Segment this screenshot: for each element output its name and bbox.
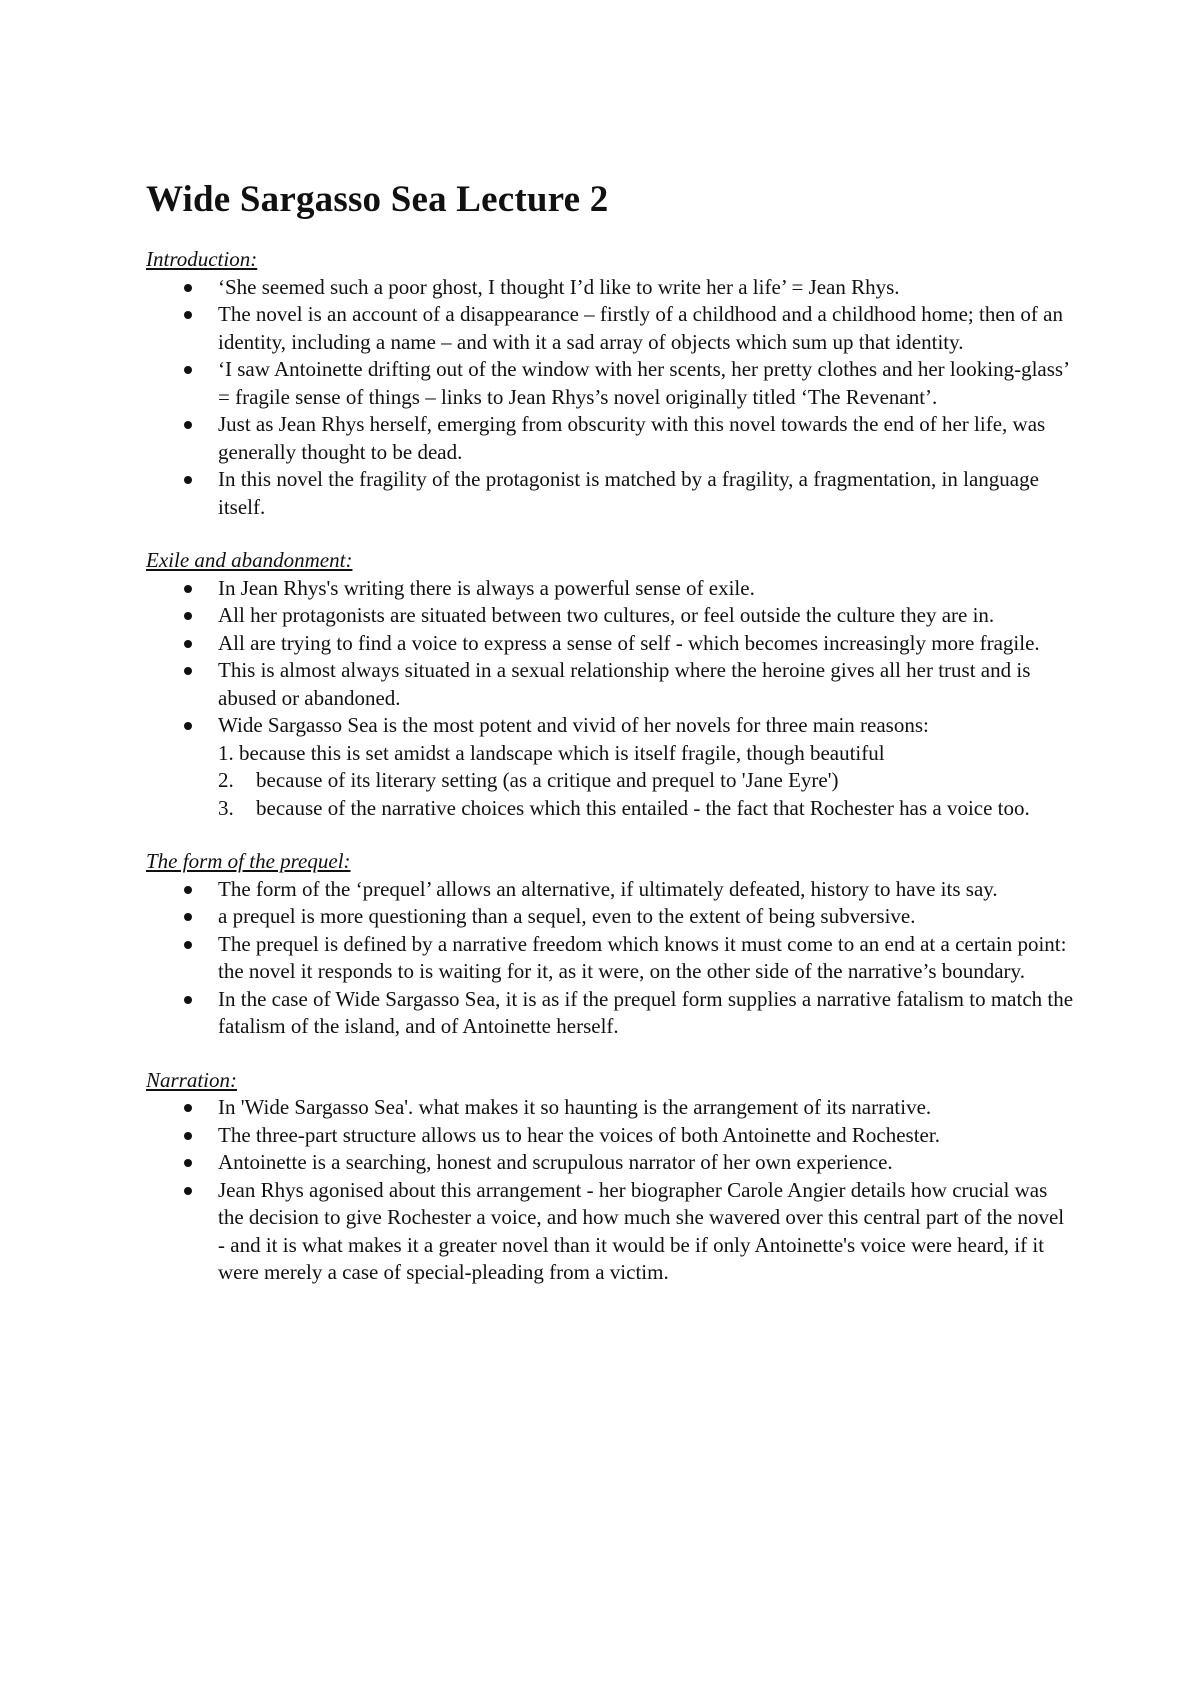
numbered-list bbox=[146, 740, 1076, 823]
list-item-text: This is almost always situated in a sexual relationship where the heroine gives all her trust and is abused or abandoned. bbox=[218, 658, 1031, 710]
section-heading: The form of the prequel: bbox=[146, 849, 351, 873]
list-item bbox=[146, 931, 1076, 986]
bullet-icon bbox=[184, 640, 192, 648]
list-item-text: The prequel is defined by a narrative freedom which knows it must come to an end at a certain point: the novel it responds to is waiting for it, as it were, on the other side of the narrative’s boundary. bbox=[218, 931, 1067, 983]
section-heading: Introduction: bbox=[146, 247, 258, 271]
numbered-item-number: 2. bbox=[218, 768, 234, 792]
list-item bbox=[146, 986, 1076, 1041]
list-item-text: In this novel the fragility of the protagonist is matched by a fragility, a fragmentation, in language itself. bbox=[218, 467, 1039, 519]
numbered-item-number: 1. bbox=[218, 740, 234, 765]
list-item bbox=[146, 411, 1076, 466]
list-item-text: In the case of Wide Sargasso Sea, it is as if the prequel form supplies a narrative fatalism to match the fatalism of the island, and of Antoinette herself. bbox=[218, 986, 1074, 1038]
list-item bbox=[146, 657, 1076, 712]
list-item bbox=[146, 876, 1076, 904]
bullet-icon bbox=[184, 941, 192, 949]
list-item bbox=[146, 602, 1076, 630]
document-page bbox=[146, 178, 1076, 1287]
bullet-icon bbox=[184, 1159, 192, 1167]
numbered-item-text: because this is set amidst a landscape which is itself fragile, though beautiful bbox=[239, 740, 885, 765]
list-item bbox=[146, 903, 1076, 931]
bullet-icon bbox=[184, 1132, 192, 1140]
bullet-icon bbox=[184, 284, 192, 292]
list-item-text: Wide Sargasso Sea is the most potent and vivid of her novels for three main reasons: bbox=[218, 713, 929, 737]
bullet-icon bbox=[184, 996, 192, 1004]
list-item bbox=[146, 466, 1076, 521]
section-introduction bbox=[146, 246, 1076, 521]
section-heading: Exile and abandonment: bbox=[146, 548, 353, 572]
list-item bbox=[146, 1177, 1076, 1287]
bullet-list bbox=[146, 876, 1076, 1041]
list-item-text: ‘I saw Antoinette drifting out of the window with her scents, her pretty clothes and her looking-glass’ = fragile sense of things – links to Jean Rhys’s novel originally titled ‘The Revenant’. bbox=[218, 357, 1069, 409]
bullet-icon bbox=[184, 366, 192, 374]
numbered-item-text: because of its literary setting (as a critique and prequel to 'Jane Eyre') bbox=[256, 768, 839, 792]
numbered-item bbox=[146, 795, 1076, 823]
numbered-item bbox=[146, 767, 1076, 795]
list-item bbox=[146, 356, 1076, 411]
list-item bbox=[146, 274, 1076, 302]
bullet-icon bbox=[184, 1187, 192, 1195]
numbered-item-text: because of the narrative choices which this entailed - the fact that Rochester has a voice too. bbox=[256, 795, 1030, 820]
bullet-icon bbox=[184, 476, 192, 484]
bullet-icon bbox=[184, 421, 192, 429]
list-item-text: The three-part structure allows us to hear the voices of both Antoinette and Rochester. bbox=[218, 1122, 940, 1147]
list-item-text: The form of the ‘prequel’ allows an alternative, if ultimately defeated, history to have its say. bbox=[218, 876, 998, 901]
list-item-text: Jean Rhys agonised about this arrangement - her biographer Carole Angier details how crucial was the decision to give Rochester a voice, and how much she wavered over this central part of the novel - and it is what makes it a greater novel than it would be if only Antoinette's voice were heard, if it were merely a case of special-pleading from a victim. bbox=[218, 1177, 1065, 1284]
section-form-of-the-prequel bbox=[146, 848, 1076, 1041]
list-item-text: In 'Wide Sargasso Sea'. what makes it so haunting is the arrangement of its narrative. bbox=[218, 1095, 932, 1119]
list-item bbox=[146, 301, 1076, 356]
bullet-list bbox=[146, 575, 1076, 740]
list-item bbox=[146, 712, 1076, 740]
section-heading: Narration: bbox=[146, 1067, 238, 1092]
list-item-text: Just as Jean Rhys herself, emerging from obscurity with this novel towards the end of her life, was generally thought to be dead. bbox=[218, 412, 1046, 464]
bullet-icon bbox=[184, 913, 192, 921]
section-exile-and-abandonment bbox=[146, 547, 1076, 822]
list-item bbox=[146, 1122, 1076, 1150]
page-title: Wide Sargasso Sea Lecture 2 bbox=[146, 179, 609, 220]
list-item-text: All are trying to find a voice to express a sense of self - which becomes increasingly more fragile. bbox=[218, 630, 1040, 655]
bullet-icon bbox=[184, 667, 192, 675]
bullet-icon bbox=[184, 585, 192, 593]
list-item-text: Antoinette is a searching, honest and scrupulous narrator of her own experience. bbox=[218, 1150, 893, 1174]
bullet-list bbox=[146, 274, 1076, 522]
list-item bbox=[146, 575, 1076, 603]
bullet-icon bbox=[184, 612, 192, 620]
list-item bbox=[146, 630, 1076, 658]
numbered-item bbox=[146, 740, 1076, 768]
section-narration bbox=[146, 1067, 1076, 1287]
bullet-icon bbox=[184, 886, 192, 894]
list-item-text: In Jean Rhys's writing there is always a powerful sense of exile. bbox=[218, 575, 755, 600]
list-item-text: a prequel is more questioning than a sequel, even to the extent of being subversive. bbox=[218, 904, 916, 928]
bullet-icon bbox=[184, 1104, 192, 1112]
list-item-text: ‘She seemed such a poor ghost, I thought I’d like to write her a life’ = Jean Rhys. bbox=[218, 274, 900, 299]
bullet-icon bbox=[184, 311, 192, 319]
bullet-list bbox=[146, 1094, 1076, 1287]
numbered-item-number: 3. bbox=[218, 795, 234, 820]
list-item bbox=[146, 1094, 1076, 1122]
bullet-icon bbox=[184, 722, 192, 730]
list-item-text: All her protagonists are situated between two cultures, or feel outside the culture they are in. bbox=[218, 603, 995, 627]
list-item bbox=[146, 1149, 1076, 1177]
list-item-text: The novel is an account of a disappearance – firstly of a childhood and a childhood home; then of an identity, including a name – and with it a sad array of objects which sum up that identity. bbox=[218, 302, 1063, 354]
